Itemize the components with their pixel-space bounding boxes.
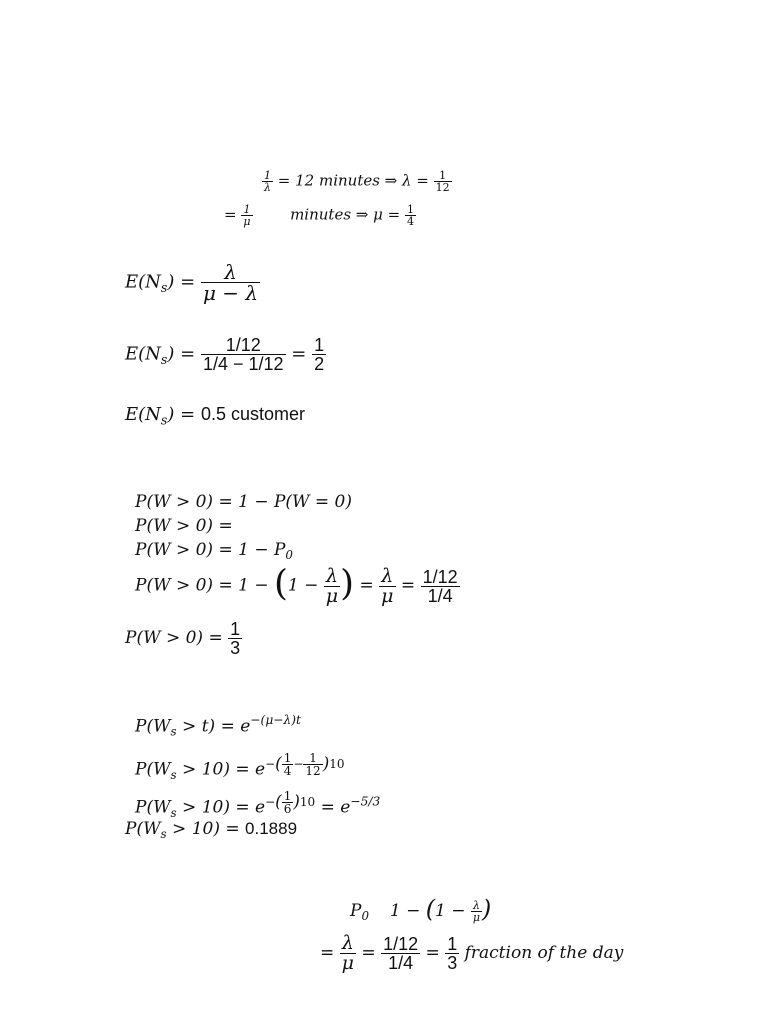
exponent: −( $\frac{1}{4}$ − $\frac{1}{12}$ )10 [265,751,345,778]
expected-customers-formula: $E(N_s)$ = $\frac{\lambda}{\mu - \lambda}$ [125,260,259,305]
fraction: $\frac{\lambda}{\mu}$ [325,564,339,607]
fraction: $\frac{1}{4}$ [407,203,414,228]
fraction: $\frac{1}{\mu}$ [243,203,251,228]
fraction: $\frac{1}{12}$ [435,169,450,194]
fraction: $\frac{1}{2}$ [314,335,325,374]
equation-text: = 12 minutes ⇒ λ = [277,171,429,190]
waiting-time-substitution: $P(W_s > 10) = e-$( $\frac{1}{4}$ − $\frac{1}{12}$ )10 [135,751,345,782]
equation-text: minutes ⇒ μ = [290,205,401,224]
idle-probability-line-2: = $\frac{\lambda}{\mu}$ = $\frac{1/12}{1/4}$ = $\frac{1}{3}$ fraction of the day [320,932,624,974]
fraction: $\frac{\lambda}{\mu}$ [472,898,481,924]
wait-probability-line-2: P(W > 0) = [135,516,233,536]
fraction: $\frac{1/12}{1/4}$ [422,566,458,606]
service-time-equation: = $\frac{1}{\mu}$ minutes ⇒ μ = $\frac{1}{4}$ [224,203,414,228]
fraction: $\frac{1/12}{1/4 - 1/12}$ [202,335,284,374]
fraction: $\frac{\lambda}{\mu - \lambda}$ [202,260,259,305]
waiting-time-simplified: $P(W_s > 10) = e-$( $\frac{1}{6}$ )$10 = e^{-5/3}$ [135,789,381,820]
wait-probability-line-3: $P(W > 0) = 1 - P_0$ [135,540,293,563]
fraction: $\frac{1}{6}$ [283,789,292,816]
waiting-time-result: $P(W_s > 10) = 0.1889$ [125,819,298,842]
fraction: $\frac{1}{12}$ [305,751,321,778]
expected-customers-result: $E(N_s) = 0.5$ customer [125,404,305,428]
exponent: −( $\frac{1}{6}$ )10 [265,789,316,816]
fraction: $\frac{1}{3}$ [447,934,458,973]
interarrival-equation [262,170,452,193]
fraction: $\frac{\lambda}{\mu}$ [341,932,355,974]
expected-customers-substitution: $E(N_s)$ = $\frac{1/12}{1/4 - 1/12}$ = $\frac{1}{2}$ [125,335,325,374]
result-value: 0.5 customer [200,404,305,424]
idle-probability-line-1: $P_0$ 1 − (1 − $\frac{\lambda}{\mu}$ ) [350,895,492,924]
fraction: $\frac{1}{3}$ [230,619,241,658]
result-value: 0.1889 [245,819,298,838]
fraction: $\frac{1/12}{1/4}$ [383,934,419,973]
waiting-time-formula: $P(W_s > t) = e^{-(\mu-\lambda)t}$ [135,713,301,739]
fraction-label: fraction of the day [464,943,624,963]
wait-probability-line-1: P(W > 0) = 1 − P(W = 0) [135,492,353,512]
fraction: $\frac{\lambda}{\mu}$ [381,564,394,607]
wait-probability-result: P(W > 0) = $\frac{1}{3}$ [125,619,241,658]
left-paren: ( [273,563,288,604]
wait-probability-line-4: P(W > 0) = 1 − (1 − $\frac{\lambda}{\mu}$ ) = $\frac{\lambda}{\mu}$ = $\frac{1/12}{1/4}$ [135,563,458,607]
fraction: $\frac{1}{\lambda}$ [264,169,271,194]
fraction: $\frac{1}{4}$ [283,751,292,778]
right-paren: ) [340,563,355,604]
